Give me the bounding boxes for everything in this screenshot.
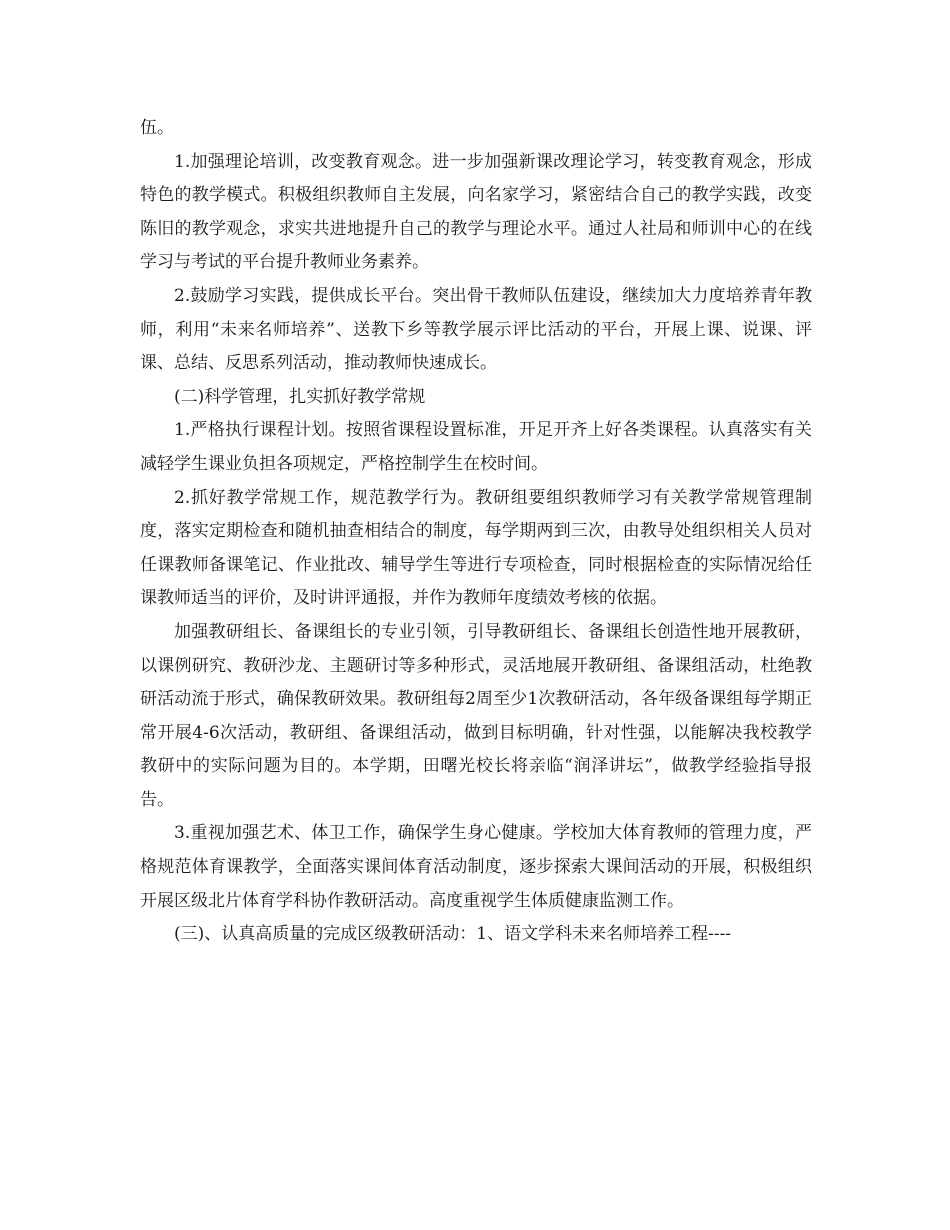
paragraph-teaching-routine: 2.抓好教学常规工作，规范教学行为。教研组要组织教师学习有关教学常规管理制度，落实定期检查和随机抽查相结合的制度，每学期两到三次，由教导处组织相关人员对任课教师备课笔记、作业批改、辅导学生等进行专项检查，同时根据检查的实际情况给任课教师适当的评价，及时讲评通报，并作为教师年度绩效考核的依据。 (140, 487, 812, 609)
section-heading-3: (三)、认真高质量的完成区级教研活动：1、语文学科未来名师培养工程---- (174, 924, 732, 945)
paragraph-theory-training: 1.加强理论培训，改变教育观念。进一步加强新课改理论学习，转变教育观念，形成特色的教学模式。积极组织教师自主发展，向名家学习，紧密结合自己的教学实践，改变陈旧的教学观念，求实共进地提升自己的教学与理论水平。通过人社局和师训中心的在线学习与考试的平台提升教师业务素养。 (140, 151, 812, 273)
paragraph-research-groups: 加强教研组长、备课组长的专业引领，引导教研组长、备课组长创造性地开展教研，以课例研究、教研沙龙、主题研讨等多种形式，灵活地展开教研组、备课组活动，杜绝教研活动流于形式，确保教研效果。教研组每2周至少1次教研活动，各年级备课组每学期正常开展4-6次活动，教研组、备课组活动，做到目标明确，针对性强，以能解决我校教学教研中的实际问题为目的。本学期，田曙光校长将亲临“润泽讲坛”，做教学经验指导报告。 (140, 621, 812, 810)
paragraph-course-plan: 1.严格执行课程计划。按照省课程设置标准，开足开齐上好各类课程。认真落实有关减轻学生课业负担各项规定，严格控制学生在校时间。 (140, 420, 812, 474)
document-page (140, 112, 812, 952)
paragraph-continuation: 伍。 (140, 118, 174, 138)
section-heading-2: (二)科学管理，扎实抓好教学常规 (174, 386, 426, 407)
paragraph-practice-platform: 2.鼓励学习实践，提供成长平台。突出骨干教师队伍建设，继续加大力度培养青年教师，利用“未来名师培养”、送教下乡等教学展示评比活动的平台，开展上课、说课、评课、总结、反思系列活动，推动教师快速成长。 (140, 285, 812, 374)
paragraph-arts-sports: 3.重视加强艺术、体卫工作，确保学生身心健康。学校加大体育教师的管理力度，严格规范体育课教学，全面落实课间体育活动制度，逐步探索大课间活动的开展，积极组织开展区级北片体育学科协作教研活动。高度重视学生体质健康监测工作。 (140, 823, 812, 911)
